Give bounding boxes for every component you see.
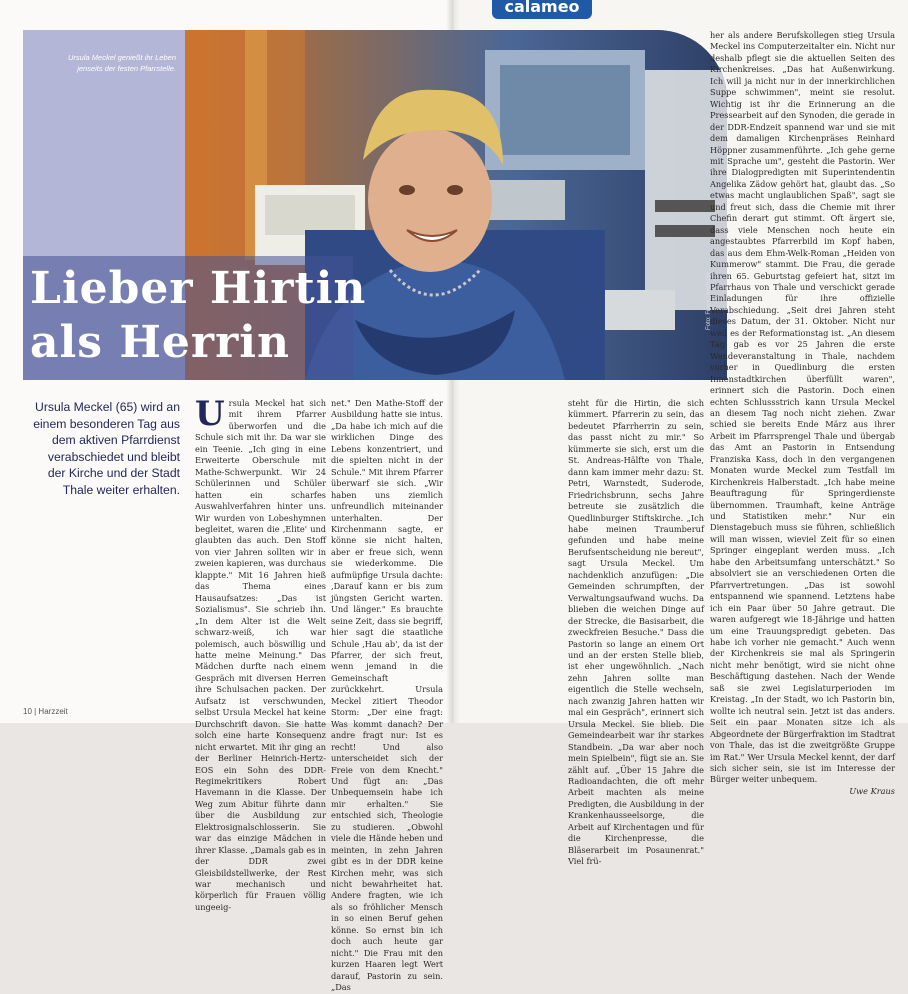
- article-column-1: [195, 394, 326, 913]
- drop-cap: U: [195, 394, 225, 434]
- article-headline: [30, 262, 366, 370]
- headline-line-2: als Herrin: [30, 317, 290, 368]
- headline-line-1: Lieber Hirtin: [30, 263, 367, 314]
- photo-caption: Ursula Meckel genießt ihr Leben jenseits der festen Pfarrstelle.: [68, 53, 176, 73]
- article-column-3: [568, 398, 704, 868]
- column-1-text: rsula Meckel hat sich mit ihrem Pfarrer überworfen und die Schule sich mit ihr. Da war sie ein Teenie. „Ich ging in eine Erweiterte Oberschule mit Mathe-Schwerpunkt. Wir 24 Schülerinnen und Schüler hatten ein scharfes Auswahlverfahren hinter uns. Wir wurden von Lobeshymnen begleitet, waren die ‚Elite' und glaubten das auch. Den Stoff von vier Jahren sollten wir in zweien kapieren, was durchaus klappte." Mit 16 Jahren hieß das Thema eines Hausaufsatzes: „Das ist Sozialismus". Sie schrieb ihn. „In dem Alter ist die Welt schwarz-weiß, ich war polemisch, auch böswillig und hatte meine Meinung." Das Mädchen durfte nach einem Gespräch mit diversen Herren ihre Schulsachen packen. Der Aufsatz ist verschwunden, selbst Ursula Meckel hat keine Durchschrift davon. Sie hatte solch eine harte Konsequenz nicht erwartet. Mit ihr ging an der Berliner Heinrich-Hertz-EOS ein Sohn des DDR-Regimekritikers Robert Havemann in die Klasse. Der Weg zum Abitur führte dann über die Ausbildung zur Elektrosignalschlosserin. Sie war das einzige Mädchen in ihrer Klasse. „Damals gab es in der DDR zwei Gleisbildstellwerke, der Rest war mechanisch und körperlich für Frauen völlig ungeeig-: [195, 398, 326, 912]
- photo-credit: Foto: Frank Drechsler: [706, 271, 712, 330]
- article-column-4: [710, 30, 895, 797]
- article-author: Uwe Kraus: [849, 785, 895, 796]
- article-intro: Ursula Meckel (65) wird an einem besonderen Tag aus dem aktiven Pfarrdienst verabschiedet und bleibt der Kirche und der Stadt Thale weiter erhalten.: [33, 400, 180, 497]
- column-2-text: net." Den Mathe-Stoff der Ausbildung hatte sie intus. „Da habe ich mich auf die wirklichen Dinge des Lebens konzentriert, und die spielten nicht in der Schule." Mit ihrem Pfarrer überwarf sie sich. „Wir haben uns ziemlich unfreundlich miteinander unterhalten. Der Kirchenmann sagte, er könne sie nicht halten, aber er freue sich, wenn sie wiederkomme. Die aufmüpfige Ursula dachte: ‚Darauf kann er bis zum jüngsten Gericht warten. Und länger." Es brauchte seine Zeit, dass sie begriff, hier sagt die staatliche Schule ‚Hau ab', da ist der Pfarrer, der sich freut, wenn jemand in die Gemeinschaft zurückkehrt. Ursula Meckel zitiert Theodor Storm: „Der eine fragt: Was kommt danach? Der andre fragt nur: Ist es recht! Und also unterscheidet sich der Freie von dem Knecht." Und fügt an: „Das Unbequemsein habe ich mir erhalten." Sie entschied sich, Theologie zu studieren. „Obwohl viele die Hände heben und meinten, in zehn Jahren gibt es in der DDR keine Kirchen mehr, was sich nicht bewahrheitet hat. Andere fragten, wie ich als so fröhlicher Mensch in so einen Beruf gehen könne. So ernst bin ich doch auch heute gar nicht." Die Frau mit den kurzen Haaren legt Wert darauf, Pastorin zu sein. „Das: [331, 398, 443, 993]
- column-4-text: her als andere Berufskollegen stieg Ursula Meckel ins Computerzeitalter ein. Nicht nur deshalb pflegt sie die aktuellen Seiten des Kirchenkreises. „Das hat Außenwirkung. Ich will ja nicht nur in der innerkirchlichen Suppe schwimmen", meint sie resolut. Wichtig ist ihr die Erinnerung an die Pressearbeit auf den Synoden, die gerade in der DDR-Endzeit spannend war und sie mit dem damaligen Kirchenpräses Reinhard Höppner zusammenführte. „Ich gehe gerne mit Sprache um", gesteht die Pastorin. Wer ihre Dialogpredigten mit Superintendentin Angelika Zädow gehört hat, glaubt das. „So etwas macht unglaublichen Spaß", sagt sie und freut sich, dass die Chemie mit ihrer Chefin derart gut stimmt. Oft ärgert sie, dass viele Menschen noch heute ein angestaubtes Pfarrerbild im Kopf haben, das aus dem Ehm-Welk-Roman „Heiden von Kummerow" stammt. Die Frau, die gerade ihren 65. Geburtstag gefeiert hat, sitzt im Pfarrhaus von Thale und verschickt gerade Einladungen für ihre offizielle Verabschiedung. „Seit drei Jahren steht dieses Datum, der 31. Oktober. Nicht nur weil es der Reformationstag ist. „An diesem Tag gab es vor 25 Jahren die erste Wendeveranstaltung in Thale, nachdem vorher in Quedlinburg die ersten Innenstadtkirchen überfüllt waren", erinnert sich die Pastorin. Doch einen echten Schlussstrich kann Ursula Meckel an diesem Tag noch nicht ziehen. Zwar schied sie bereits Ende März aus ihrer Arbeit im Pfarrsprengel Thale und übergab das Amt an Pastorin in Entsendung Franziska Kass, doch in den vergangenen Monaten wurde Meckel zum Testfall im Kirchenkreis Halberstadt. „Ich habe meine Beauftragung für Springerdienste übernommen. Traumhaft, keine Anträge und Statistiken mehr." Nur ein Dienstagebuch muss sie führen, schließlich will man wissen, wieviel Zeit für so einen Springer eingeplant werden muss. „Ich habe den Arbeitsumfang unterschätzt." So absolviert sie an verschiedenen Orten die Pfarrvertretungen. „Das ist sowohl entspannend wie spannend. Letztens habe ich ein Paar über 50 Jahre getraut. Die waren aufgeregt wie 18-Jährige und hatten um eine Trauungspredigt gebeten. Das habe ich vorher nie gemacht." Auch wenn der Kirchenkreis sie mal als Springerin nicht mehr benötigt, wird sie nicht ohne Beschäftigung dastehen. Nach der Wende saß sie zwei Legislaturperioden im Kreistag. „In der Stadt, wo ich Pastorin bin, wollte ich neutral sein. Jetzt ist das anders. Seit ein paar Monaten sitze ich als Abgeordnete der Bürgerfraktion im Stadtrat von Thale, das ist die zweitgrößte Gruppe im Rat." Wer Ursula Meckel kennt, der darf sich sicher sein, sie ist im Interesse der Bürger weiter unbequem.: [710, 30, 895, 785]
- calameo-logo[interactable]: calameo: [492, 0, 592, 19]
- column-3-text: steht für die Hirtin, die sich kümmert. Pfarrerin zu sein, das bedeutet Pfarrherrin zu sein, das passt nicht zu mir." So kümmerte sie sich, erst um die St. Andreas-Hälfte von Thale, dann kam immer mehr dazu: St. Petri, Warnstedt, Suderode, Friedrichsbrunn, sechs Jahre betreute sie zusätzlich die Quedlinburger Stiftskirche. „Ich habe meinen Traumberuf gefunden und habe meine Berufsentscheidung nie bereut", sagt Ursula Meckel. Um nachdenklich anzufügen: „Die Gemeinden schrumpften, der Verwaltungsaufwand wuchs. Da blieben die weichen Dinge auf der Strecke, die Basisarbeit, die zweckfreien Besuche." Dass die Pastorin so lange an einem Ort und an der ersten Stelle blieb, ist eher ungewöhnlich. „Nach zehn Jahren sollte man eigentlich die Stelle wechseln, nach zwanzig Jahren hatten wir mal ein Gespräch", erinnert sich Ursula Meckel. Sie blieb. Die Gemeindearbeit war ihr starkes Standbein. „Da war aber noch mein Spielbein", fügt sie an. Sie zählt auf. „Über 15 Jahre die Radioandachten, die oft mehr Arbeit machten als meine Predigten, die Ausbildung in der Krankenhausseelsorge, die Arbeit auf Kirchentagen und für die Kirchenpresse, die Bläserarbeit im Posaunenrat." Viel frü-: [568, 398, 704, 867]
- page-footer: 10 | Harzzeit: [23, 707, 68, 716]
- article-column-2: [331, 398, 443, 994]
